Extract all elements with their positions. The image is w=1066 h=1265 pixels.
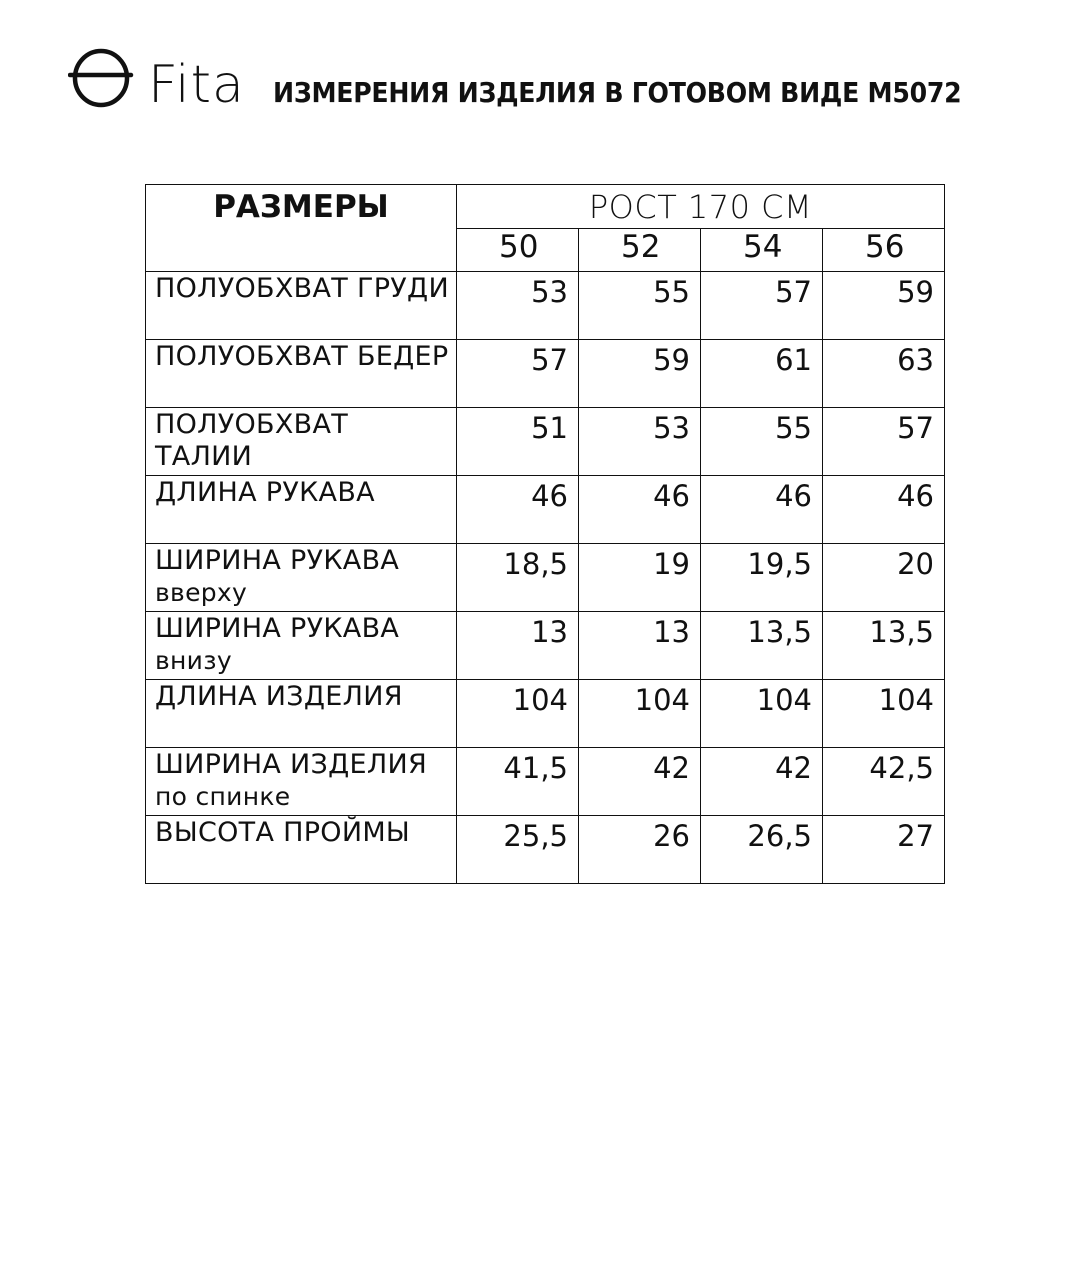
- measurement-value: 42,5: [823, 748, 945, 816]
- measurement-value: 53: [579, 408, 701, 476]
- measurement-value: 63: [823, 340, 945, 408]
- measurement-subname: по спинке: [155, 782, 291, 811]
- measurement-value: 104: [457, 680, 579, 748]
- measurement-value: 19,5: [701, 544, 823, 612]
- measurement-value: 51: [457, 408, 579, 476]
- height-header: РОСТ 170 СМ: [457, 185, 945, 229]
- measurement-value: 26: [579, 816, 701, 884]
- brand-name: Fita: [148, 55, 245, 110]
- measurement-value: 20: [823, 544, 945, 612]
- measurement-name: ШИРИНА РУКАВА: [155, 613, 400, 644]
- measurement-label: [146, 612, 457, 680]
- measurement-value: 55: [701, 408, 823, 476]
- size-header: 54: [701, 229, 823, 272]
- document-title: ИЗМЕРЕНИЯ ИЗДЕЛИЯ В ГОТОВОМ ВИДЕ M5072: [273, 76, 962, 109]
- measurement-label: [146, 816, 457, 884]
- table-row: [146, 476, 945, 544]
- measurement-label: [146, 476, 457, 544]
- measurement-name: ПОЛУОБХВАТ: [155, 409, 349, 440]
- measurement-value: 55: [579, 272, 701, 340]
- measurement-label: [146, 340, 457, 408]
- measurement-value: 46: [823, 476, 945, 544]
- measurement-name: ДЛИНА РУКАВА: [155, 477, 375, 508]
- measurement-value: 46: [457, 476, 579, 544]
- measurement-value: 13,5: [701, 612, 823, 680]
- measurement-subname: вверху: [155, 578, 248, 607]
- fita-logo: [68, 42, 253, 110]
- header-row: [146, 185, 945, 229]
- measurement-value: 59: [823, 272, 945, 340]
- size-header: 50: [457, 229, 579, 272]
- measurement-value: 104: [701, 680, 823, 748]
- measurement-value: 57: [457, 340, 579, 408]
- measurement-value: 27: [823, 816, 945, 884]
- table-row: [146, 408, 945, 476]
- measurement-value: 61: [701, 340, 823, 408]
- size-header: 52: [579, 229, 701, 272]
- table-row: [146, 272, 945, 340]
- table-row: [146, 612, 945, 680]
- measurement-value: 26,5: [701, 816, 823, 884]
- measurement-value: 53: [457, 272, 579, 340]
- table-row: [146, 748, 945, 816]
- measurement-value: 104: [823, 680, 945, 748]
- measurement-label: [146, 680, 457, 748]
- measurement-value: 13: [457, 612, 579, 680]
- measurement-value: 57: [823, 408, 945, 476]
- table-row: [146, 340, 945, 408]
- measurement-name: ШИРИНА ИЗДЕЛИЯ: [155, 749, 428, 780]
- measurement-label: [146, 748, 457, 816]
- table-row: [146, 544, 945, 612]
- measurement-value: 57: [701, 272, 823, 340]
- measurement-value: 13,5: [823, 612, 945, 680]
- measurement-label: [146, 544, 457, 612]
- size-chart-table: [145, 184, 945, 884]
- measurement-value: 42: [701, 748, 823, 816]
- measurement-value: 104: [579, 680, 701, 748]
- table-row: [146, 816, 945, 884]
- measurement-name: ПОЛУОБХВАТ ГРУДИ: [155, 273, 449, 304]
- measurement-value: 46: [701, 476, 823, 544]
- measurement-label: [146, 272, 457, 340]
- measurement-value: 41,5: [457, 748, 579, 816]
- table-row: [146, 680, 945, 748]
- measurement-subname: внизу: [155, 646, 232, 675]
- sizes-header: РАЗМЕРЫ: [146, 185, 457, 272]
- theta-mark-icon: [70, 51, 131, 105]
- measurement-name: ШИРИНА РУКАВА: [155, 545, 400, 576]
- measurement-value: 42: [579, 748, 701, 816]
- size-header: 56: [823, 229, 945, 272]
- measurement-value: 18,5: [457, 544, 579, 612]
- measurement-subname: ТАЛИИ: [155, 441, 253, 472]
- measurement-name: ДЛИНА ИЗДЕЛИЯ: [155, 681, 403, 712]
- measurement-value: 59: [579, 340, 701, 408]
- measurement-value: 13: [579, 612, 701, 680]
- measurement-value: 46: [579, 476, 701, 544]
- measurement-name: ВЫСОТА ПРОЙМЫ: [155, 817, 411, 848]
- measurement-value: 25,5: [457, 816, 579, 884]
- measurement-value: 19: [579, 544, 701, 612]
- measurement-label: [146, 408, 457, 476]
- measurement-name: ПОЛУОБХВАТ БЕДЕР: [155, 341, 449, 372]
